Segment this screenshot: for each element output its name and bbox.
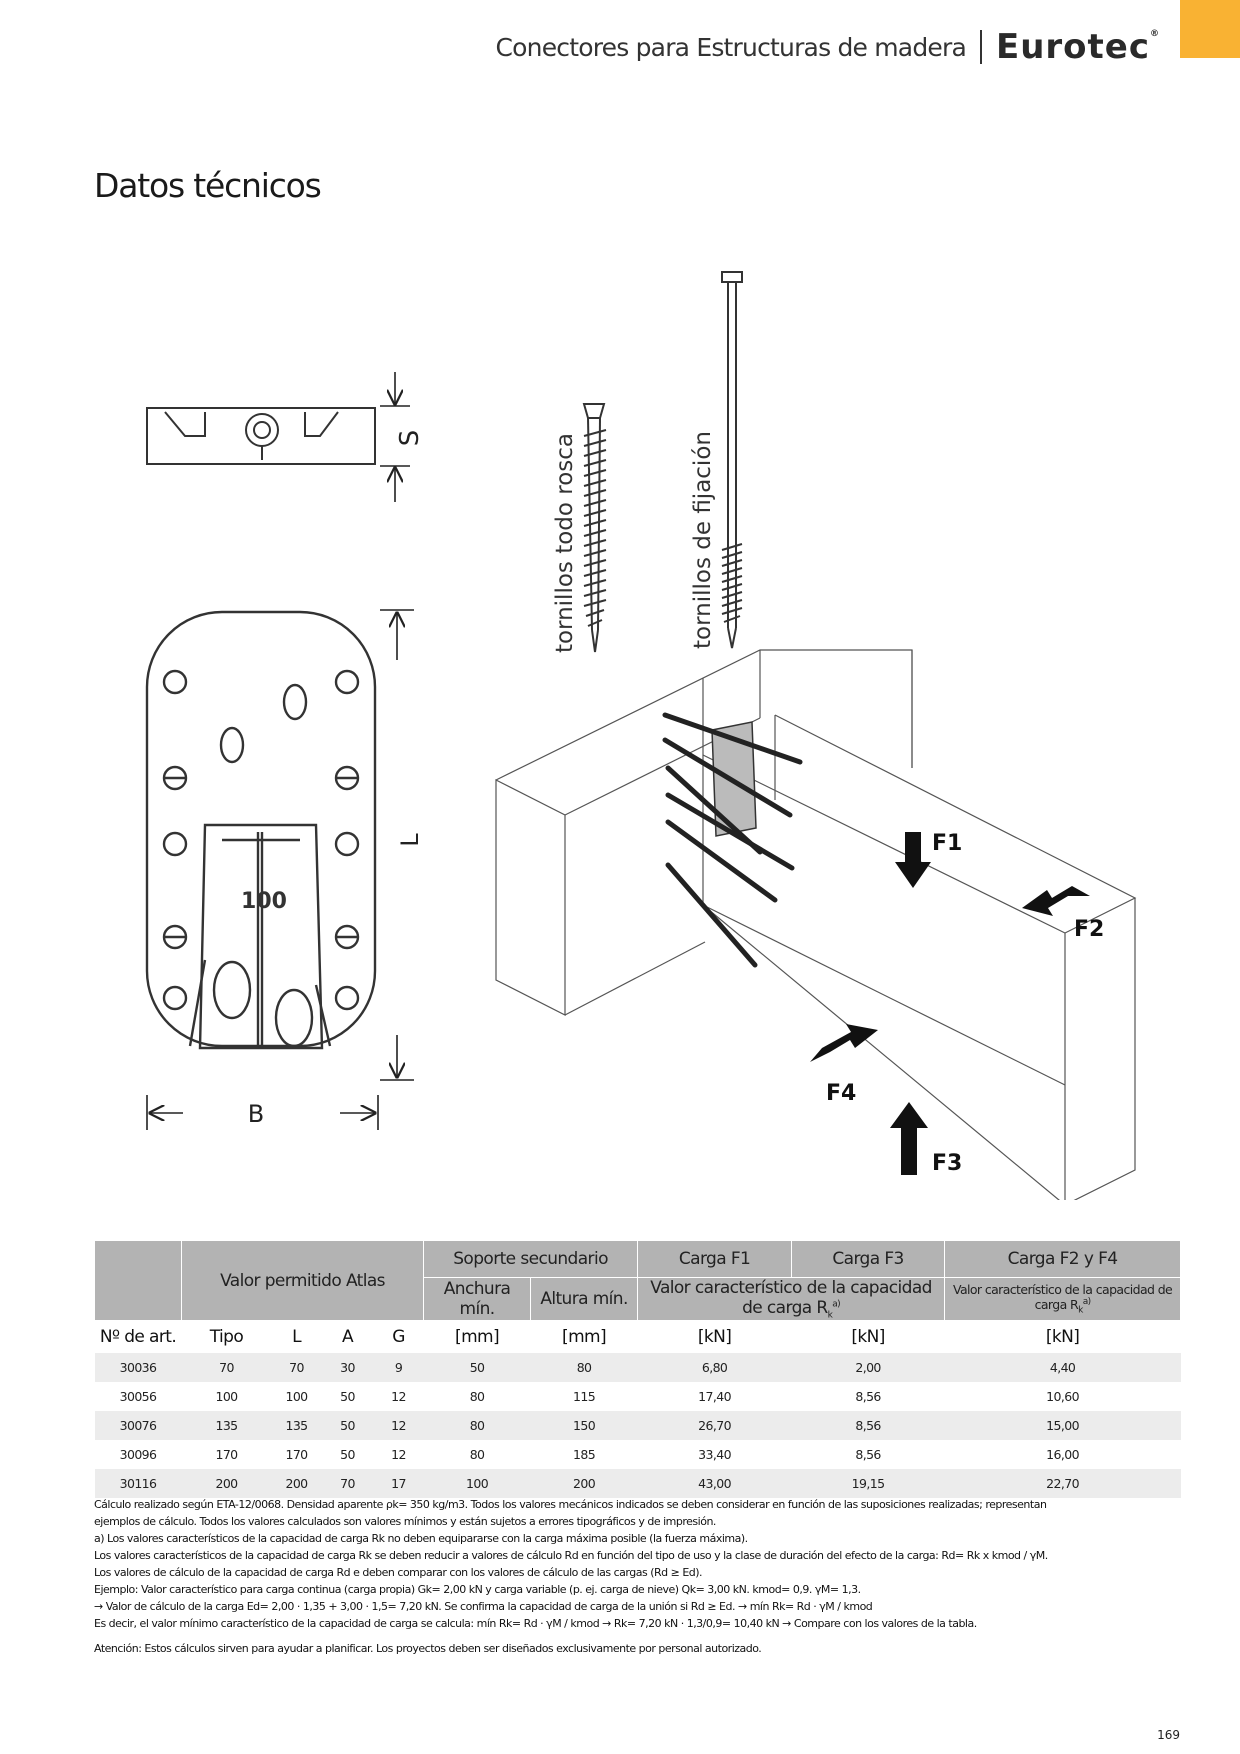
cell-min-width: 80 [424, 1411, 531, 1440]
cell-g: 12 [374, 1440, 424, 1469]
note-line: Es decir, el valor mínimo característico de la capacidad de carga se calcula: mín Rk= Rd · γM / kmod → Rk= 7,20 kN · 1,3/0,9= 10,40 kN → Compare con los valores de la tabla. [94, 1617, 977, 1630]
cell-min-width: 80 [424, 1382, 531, 1411]
cell-type: 200 [182, 1469, 272, 1498]
section-tab [1180, 0, 1240, 58]
cell-g: 9 [374, 1353, 424, 1382]
cell-min-height: 150 [531, 1411, 638, 1440]
cell-min-height: 200 [531, 1469, 638, 1498]
header-min-width: Anchura mín. [424, 1278, 531, 1321]
table-header-row-1 [95, 1241, 1181, 1278]
header-load-f1: Carga F1 [638, 1241, 792, 1278]
cell-min-height: 80 [531, 1353, 638, 1382]
cell-load-f2f4: 16,00 [945, 1440, 1181, 1469]
table-header-row-3 [95, 1321, 1181, 1354]
table-row [95, 1411, 1181, 1440]
cell-load-f2f4: 10,60 [945, 1382, 1181, 1411]
force-f4-label: F4 [826, 1081, 857, 1106]
note-line: Los valores característicos de la capacidad de carga Rk se deben reducir a valores de cálculo Rd en función del tipo de uso y la clase de duración del efecto de la carga: Rd= Rk x kmod / γM. [94, 1549, 1048, 1562]
char-value-footnote: a) [832, 1299, 841, 1310]
cell-load-f1: 26,70 [638, 1411, 792, 1440]
cell-min-height: 185 [531, 1440, 638, 1469]
cell-load-f3: 8,56 [792, 1382, 945, 1411]
cell-article-no: 30076 [95, 1411, 182, 1440]
connector-with-screws [665, 715, 800, 965]
plate-number-label: 100 [241, 889, 287, 914]
cell-g: 12 [374, 1382, 424, 1411]
cell-min-width: 80 [424, 1440, 531, 1469]
cell-load-f3: 19,15 [792, 1469, 945, 1498]
force-arrow-f1 [895, 832, 931, 888]
cell-l: 70 [272, 1353, 322, 1382]
cell-l: 200 [272, 1469, 322, 1498]
note-line: → Valor de cálculo de la carga Ed= 2,00 · 1,35 + 3,00 · 1,5= 7,20 kN. Se confirma la capacidad de carga de la unión si Rd ≥ Ed. → mín Rk= Rd · γM / kmod [94, 1600, 873, 1613]
dim-l-label: L [396, 833, 424, 847]
col-header-l: L [272, 1321, 322, 1354]
table-row [95, 1469, 1181, 1498]
attention-note: Atención: Estos cálculos sirven para ayudar a planificar. Los proyectos deben ser diseñados exclusivamente por personal autorizado. [94, 1642, 762, 1655]
cell-load-f1: 43,00 [638, 1469, 792, 1498]
full-thread-screw-label: tornillos todo rosca [552, 432, 578, 654]
header-blank [95, 1241, 182, 1321]
cell-g: 17 [374, 1469, 424, 1498]
cell-article-no: 30036 [95, 1353, 182, 1382]
calculation-notes [94, 1496, 1180, 1657]
logo-mark: ® [1150, 29, 1160, 39]
table-row [95, 1353, 1181, 1382]
cell-type: 135 [182, 1411, 272, 1440]
technical-drawing [0, 240, 1240, 1200]
note-line: Los valores de cálculo de la capacidad de carga Rd e deben comparar con los valores de cálculo de las cargas (Rd ≥ Ed). [94, 1566, 703, 1579]
logo-text: Eurotec [995, 27, 1150, 67]
header-load-f3: Carga F3 [792, 1241, 945, 1278]
header-secondary-support: Soporte secundario [424, 1241, 638, 1278]
cell-load-f3: 8,56 [792, 1440, 945, 1469]
col-header-type: Tipo [182, 1321, 272, 1354]
force-arrow-f3 [890, 1102, 928, 1175]
char-value-small-footnote: a) [1082, 1297, 1091, 1308]
cell-load-f3: 2,00 [792, 1353, 945, 1382]
cell-load-f3: 8,56 [792, 1411, 945, 1440]
note-line: Cálculo realizado según ETA-12/0068. Densidad aparente ρk= 350 kg/m3. Todos los valores mecánicos indicados se deben considerar en función de las suposiciones realizadas; representan [94, 1498, 1047, 1511]
char-value-sub: k [827, 1310, 833, 1321]
beam-assembly [496, 650, 1135, 1200]
header-load-f2-f4: Carga F2 y F4 [945, 1241, 1181, 1278]
cell-load-f2f4: 4,40 [945, 1353, 1181, 1382]
char-value-small-text: Valor característico de la capacidad de carga R [952, 1282, 1173, 1313]
col-header-height-unit: [mm] [531, 1321, 638, 1354]
cell-article-no: 30116 [95, 1469, 182, 1498]
cell-type: 70 [182, 1353, 272, 1382]
page-header [495, 22, 1160, 72]
col-header-f3-unit: [kN] [792, 1321, 945, 1354]
plate-front-view [147, 612, 375, 1048]
note-line: ejemplos de cálculo. Todos los valores calculados son valores mínimos y están sujetos a errores tipográficos y de impresión. [94, 1515, 716, 1528]
cell-a: 50 [322, 1411, 374, 1440]
fixing-screw [722, 272, 742, 648]
cell-a: 50 [322, 1382, 374, 1411]
cell-l: 170 [272, 1440, 322, 1469]
header-permitted-value: Valor permitido Atlas [182, 1241, 424, 1321]
header-characteristic-value-small [945, 1278, 1181, 1321]
note-line: a) Los valores característicos de la capacidad de carga Rk no deben equipararse con la carga máxima posible (la fuerza máxima). [94, 1532, 748, 1545]
force-arrow-f2 [1022, 886, 1090, 916]
header-characteristic-value [638, 1278, 945, 1321]
plate-side-view [147, 408, 375, 464]
cell-a: 30 [322, 1353, 374, 1382]
force-arrow-f4 [810, 1024, 878, 1062]
cell-type: 100 [182, 1382, 272, 1411]
technical-data-table [94, 1240, 1180, 1498]
dim-s-label: S [395, 429, 425, 447]
cell-l: 135 [272, 1411, 322, 1440]
page-title: Datos técnicos [94, 166, 321, 205]
force-f3-label: F3 [932, 1151, 963, 1176]
cell-a: 50 [322, 1440, 374, 1469]
col-header-f1-unit: [kN] [638, 1321, 792, 1354]
dim-b-label: B [247, 1100, 265, 1128]
force-f1-label: F1 [932, 831, 963, 856]
col-header-width-unit: [mm] [424, 1321, 531, 1354]
cell-load-f1: 6,80 [638, 1353, 792, 1382]
col-header-g: G [374, 1321, 424, 1354]
char-value-small-sub: k [1078, 1306, 1083, 1317]
fixing-screw-label: tornillos de fijación [690, 431, 716, 649]
col-header-f2f4-unit: [kN] [945, 1321, 1181, 1354]
col-header-a: A [322, 1321, 374, 1354]
note-line: Ejemplo: Valor característico para carga continua (carga propia) Gk= 2,00 kN y carga variable (p. ej. carga de nieve) Qk= 3,00 kN. kmod= 0,9. γM= 1,3. [94, 1583, 861, 1596]
table-row [95, 1382, 1181, 1411]
cell-l: 100 [272, 1382, 322, 1411]
cell-a: 70 [322, 1469, 374, 1498]
force-f2-label: F2 [1074, 917, 1105, 942]
cell-load-f2f4: 22,70 [945, 1469, 1181, 1498]
col-header-article-no: Nº de art. [95, 1321, 182, 1354]
cell-min-width: 50 [424, 1353, 531, 1382]
cell-article-no: 30096 [95, 1440, 182, 1469]
cell-g: 12 [374, 1411, 424, 1440]
char-value-text: Valor característico de la capacidad de carga R [650, 1278, 932, 1318]
full-thread-screw [584, 404, 606, 652]
eurotec-logo [995, 27, 1160, 67]
cell-min-height: 115 [531, 1382, 638, 1411]
cell-load-f2f4: 15,00 [945, 1411, 1181, 1440]
cell-load-f1: 33,40 [638, 1440, 792, 1469]
header-min-height: Altura mín. [531, 1278, 638, 1321]
table-row [95, 1440, 1181, 1469]
cell-article-no: 30056 [95, 1382, 182, 1411]
cell-type: 170 [182, 1440, 272, 1469]
cell-min-width: 100 [424, 1469, 531, 1498]
header-title: Conectores para Estructuras de madera [495, 32, 966, 62]
header-separator [980, 30, 982, 64]
page-number: 169 [1157, 1728, 1180, 1742]
cell-load-f1: 17,40 [638, 1382, 792, 1411]
